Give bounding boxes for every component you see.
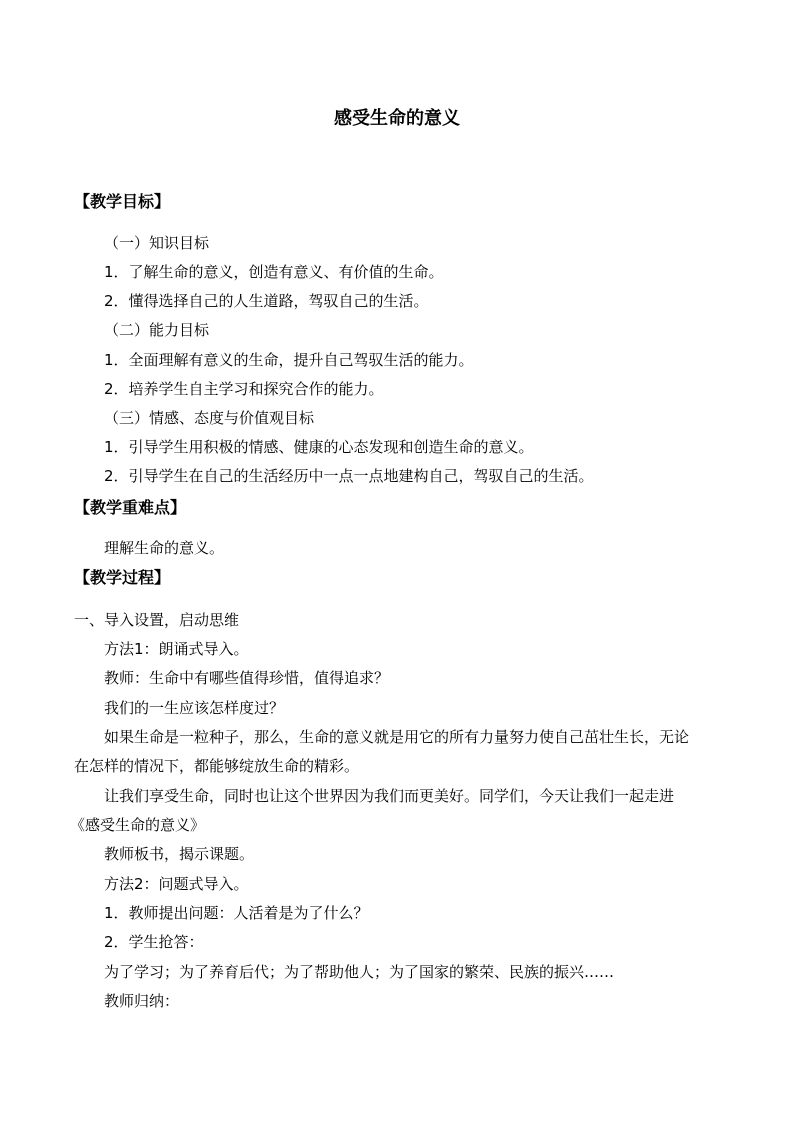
paragraph: 让我们享受生命，同时也让这个世界因为我们而更美好。同学们，今天让我们一起走进 (104, 787, 675, 805)
paragraph: 2．培养学生自主学习和探究合作的能力。 (104, 380, 384, 398)
paragraph: 2．学生抢答： (104, 933, 204, 951)
subheading-introduction: 一、导入设置，启动思维 (74, 611, 240, 629)
paragraph: 为了学习；为了养育后代；为了帮助他人；为了国家的繁荣、民族的振兴…… (104, 963, 615, 981)
section-heading-process: 【教学过程】 (74, 568, 171, 587)
paragraph: 2．懂得选择自己的人生道路，驾驭自己的生活。 (104, 292, 429, 310)
paragraph-continuation: 在怎样的情况下，都能够绽放生命的精彩。 (74, 757, 360, 775)
paragraph: 2．引导学生在自己的生活经历中一点一点地建构自己，驾驭自己的生活。 (104, 467, 594, 485)
paragraph: 理解生命的意义。 (104, 539, 225, 557)
paragraph: 如果生命是一粒种子，那么，生命的意义就是用它的所有力量努力使自己茁壮生长，无论 (104, 728, 690, 746)
subheading-knowledge-goals: （一）知识目标 (104, 234, 210, 252)
paragraph: 教师：生命中有哪些值得珍惜，值得追求？ (104, 669, 390, 687)
paragraph: 我们的一生应该怎样度过？ (104, 699, 285, 717)
subheading-attitude-goals: （三）情感、态度与价值观目标 (104, 409, 315, 427)
paragraph: 1．了解生命的意义，创造有意义、有价值的生命。 (104, 263, 444, 281)
section-heading-key-points: 【教学重难点】 (74, 498, 187, 517)
paragraph: 方法2：问题式导入。 (104, 875, 249, 893)
paragraph: 方法1：朗诵式导入。 (104, 640, 249, 658)
paragraph: 1．全面理解有意义的生命，提升自己驾驭生活的能力。 (104, 351, 474, 369)
subheading-ability-goals: （二）能力目标 (104, 321, 210, 339)
section-heading-objectives: 【教学目标】 (74, 192, 171, 211)
paragraph-continuation: 《感受生命的意义》 (70, 816, 206, 834)
page-title: 感受生命的意义 (334, 108, 460, 129)
paragraph: 1．引导学生用积极的情感、健康的心态发现和创造生命的意义。 (104, 438, 534, 456)
paragraph: 1．教师提出问题：人活着是为了什么？ (104, 904, 369, 922)
paragraph: 教师归纳： (104, 992, 180, 1010)
paragraph: 教师板书，揭示课题。 (104, 845, 255, 863)
